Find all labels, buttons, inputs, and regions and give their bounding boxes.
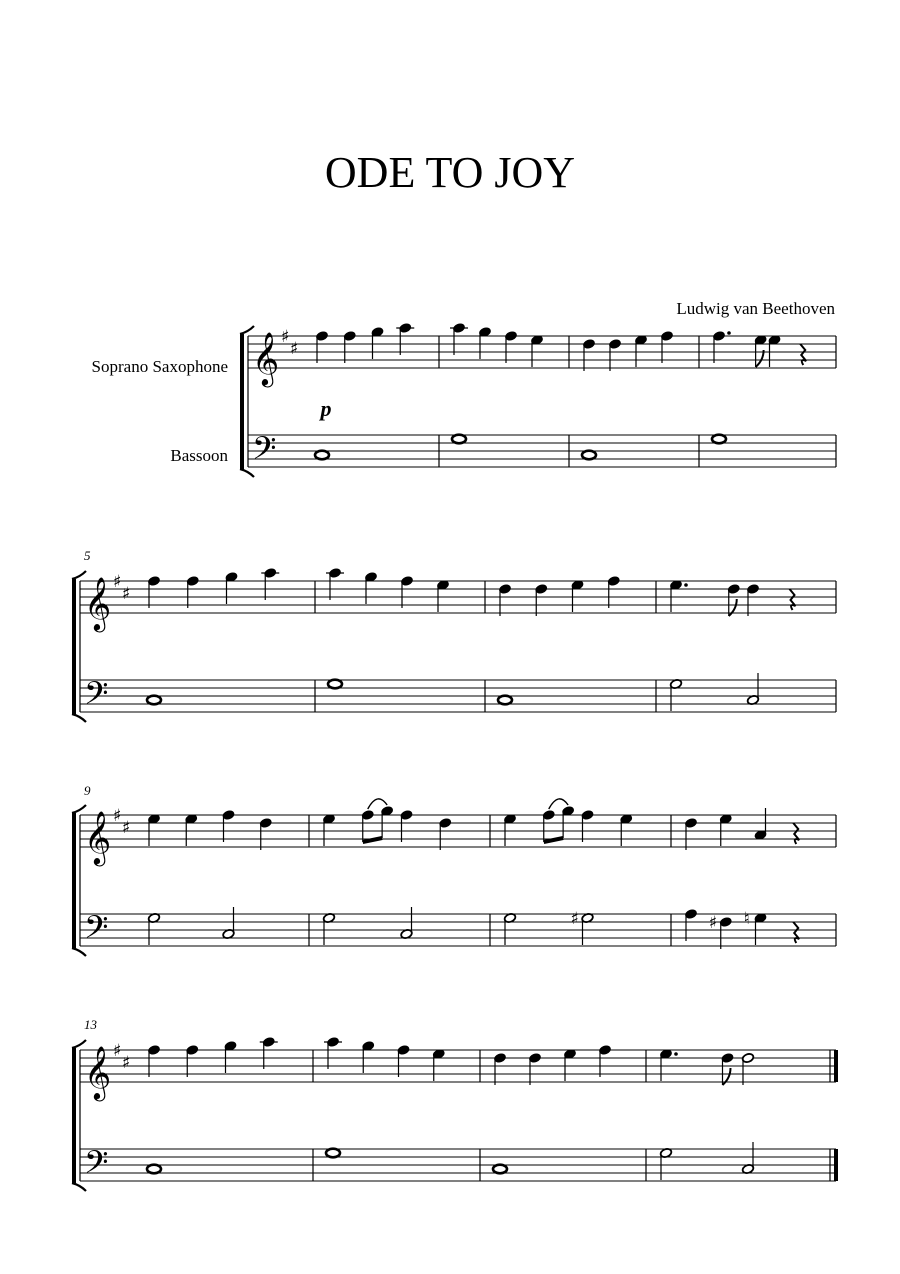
note — [326, 1149, 340, 1158]
sharp-f-icon: ♯ — [281, 327, 290, 347]
note — [479, 327, 492, 359]
slur — [368, 799, 387, 809]
note — [768, 335, 781, 367]
note — [562, 806, 575, 838]
natural-accidental-icon: ♮ — [743, 909, 750, 929]
measure-upper — [685, 808, 800, 850]
whole-notehead — [328, 680, 342, 689]
measure-upper — [583, 331, 674, 371]
measure-upper — [148, 568, 280, 608]
measure-lower — [315, 451, 329, 460]
note — [709, 913, 732, 949]
note — [397, 1045, 410, 1077]
note — [635, 335, 648, 367]
bass-clef-icon: 𝄢 — [84, 909, 109, 953]
note — [564, 1049, 577, 1081]
note — [685, 909, 698, 941]
flag — [756, 350, 764, 367]
note — [452, 435, 466, 444]
note — [581, 810, 594, 842]
note — [505, 331, 518, 363]
note — [324, 1037, 342, 1069]
note — [259, 818, 272, 850]
measure-lower — [582, 451, 596, 460]
note — [437, 580, 450, 612]
measure-lower — [452, 435, 466, 444]
note — [381, 806, 394, 838]
staff-lower-1 — [248, 430, 836, 474]
note — [493, 1165, 507, 1174]
sharp-c-icon: ♯ — [290, 339, 299, 359]
whole-notehead — [315, 451, 329, 460]
bracket-bar — [240, 334, 244, 469]
note — [365, 572, 378, 604]
measure-number-5: 5 — [84, 548, 91, 563]
measure-upper — [148, 1037, 278, 1077]
treble-clef-icon: 𝄞 — [84, 576, 112, 630]
measure-lower — [712, 435, 726, 444]
note — [535, 584, 548, 616]
composer-name: Ludwig van Beethoven — [676, 299, 835, 318]
note — [712, 435, 726, 444]
note — [504, 814, 517, 846]
note — [620, 814, 633, 846]
note — [147, 696, 161, 705]
measure-upper — [660, 1049, 755, 1085]
note — [225, 572, 238, 604]
bass-clef-icon: 𝄢 — [84, 1144, 109, 1188]
quarter-rest-icon — [800, 344, 806, 365]
note — [401, 576, 414, 608]
note — [147, 1165, 161, 1174]
note — [400, 810, 413, 842]
measure-upper — [148, 810, 273, 850]
note — [315, 451, 329, 460]
measure-upper — [499, 576, 621, 616]
whole-notehead — [147, 1165, 161, 1174]
sharp-f-icon: ♯ — [113, 572, 122, 592]
whole-notehead — [493, 1165, 507, 1174]
whole-notehead — [147, 696, 161, 705]
note — [185, 814, 198, 846]
measure-lower — [685, 909, 800, 949]
measure-lower — [323, 907, 413, 945]
note — [148, 913, 161, 945]
note — [186, 1045, 199, 1077]
note — [670, 679, 683, 711]
note — [713, 331, 731, 363]
measure-upper — [494, 1045, 612, 1085]
staff-lower-4 — [80, 1144, 836, 1188]
measure-upper — [316, 323, 415, 363]
staff-upper-1 — [248, 327, 836, 387]
instrument-label-soprano-saxophone: Soprano Saxophone — [91, 357, 228, 376]
whole-notehead — [498, 696, 512, 705]
whole-notehead — [326, 1149, 340, 1158]
note — [148, 1045, 161, 1077]
bass-clef-icon: 𝄢 — [252, 430, 277, 474]
treble-clef-icon: 𝄞 — [84, 810, 112, 864]
note — [323, 814, 336, 846]
instrument-label-bassoon: Bassoon — [170, 446, 228, 465]
bass-clef-icon: 𝄢 — [84, 675, 109, 719]
note — [498, 696, 512, 705]
treble-clef-icon: 𝄞 — [252, 331, 280, 385]
note — [316, 331, 329, 363]
bracket-bar — [72, 1048, 76, 1183]
sharp-f-icon: ♯ — [113, 1041, 122, 1061]
sharp-accidental-icon: ♯ — [570, 909, 579, 929]
dot — [727, 331, 731, 335]
note — [494, 1053, 507, 1085]
note — [754, 808, 767, 840]
sharp-accidental-icon: ♯ — [708, 913, 717, 933]
slur — [549, 799, 568, 809]
final-barline-thick — [834, 1149, 838, 1181]
measure-lower — [498, 696, 512, 705]
note — [754, 335, 767, 367]
note — [362, 1041, 375, 1073]
note — [660, 1148, 673, 1180]
note — [742, 1142, 755, 1174]
sharp-c-icon: ♯ — [122, 1053, 131, 1073]
note — [719, 814, 732, 846]
note — [571, 580, 584, 612]
final-barline-thick — [834, 1050, 838, 1082]
note — [747, 584, 760, 616]
measure-lower — [493, 1165, 507, 1174]
note — [260, 1037, 278, 1069]
measure-lower — [328, 680, 342, 689]
whole-notehead — [452, 435, 466, 444]
note — [747, 673, 760, 705]
note — [583, 339, 596, 371]
note — [400, 907, 413, 939]
note — [599, 1045, 612, 1077]
measure-lower — [326, 1149, 340, 1158]
note — [660, 1049, 678, 1081]
note — [439, 818, 452, 850]
note — [326, 568, 344, 600]
note — [432, 1049, 445, 1081]
note — [224, 1041, 237, 1073]
sharp-f-icon: ♯ — [113, 806, 122, 826]
quarter-rest-icon — [793, 922, 799, 943]
note — [504, 913, 517, 945]
note — [148, 814, 161, 846]
note — [607, 576, 620, 608]
score-title: ODE TO JOY — [324, 148, 576, 197]
dynamic-marking-piano: p — [320, 396, 332, 421]
note — [727, 584, 740, 616]
sharp-c-icon: ♯ — [122, 584, 131, 604]
measure-number-13: 13 — [84, 1017, 97, 1032]
measure-upper — [323, 799, 452, 850]
note — [542, 810, 555, 842]
note — [222, 810, 235, 842]
note — [328, 680, 342, 689]
sharp-c-icon: ♯ — [122, 818, 131, 838]
note — [343, 331, 356, 363]
note — [323, 913, 336, 945]
note — [609, 339, 622, 371]
note — [396, 323, 414, 355]
note — [222, 907, 235, 939]
quarter-rest-icon — [793, 823, 799, 844]
note — [582, 451, 596, 460]
note — [148, 576, 161, 608]
dot — [684, 583, 688, 587]
note — [742, 1053, 755, 1085]
note — [186, 576, 199, 608]
measure-lower — [670, 673, 760, 711]
note — [499, 584, 512, 616]
treble-clef-icon: 𝄞 — [84, 1045, 112, 1099]
note — [261, 568, 279, 600]
measure-lower — [147, 696, 161, 705]
note — [361, 810, 374, 842]
whole-notehead — [582, 451, 596, 460]
note — [529, 1053, 542, 1085]
dot — [674, 1052, 678, 1056]
note — [670, 580, 688, 612]
bracket-bar — [72, 579, 76, 714]
note — [661, 331, 674, 363]
quarter-rest-icon — [790, 589, 796, 610]
note — [531, 335, 544, 367]
measure-lower — [147, 1165, 161, 1174]
staff-lower-3 — [80, 909, 836, 953]
measure-upper — [670, 580, 796, 616]
staff-lower-2 — [80, 675, 836, 719]
whole-notehead — [712, 435, 726, 444]
measure-lower — [660, 1142, 755, 1180]
measure-lower — [148, 907, 235, 945]
note — [721, 1053, 734, 1085]
bracket-bar — [72, 813, 76, 948]
note — [685, 818, 698, 850]
measure-number-9: 9 — [84, 783, 91, 798]
note — [371, 327, 384, 359]
note — [450, 323, 468, 355]
